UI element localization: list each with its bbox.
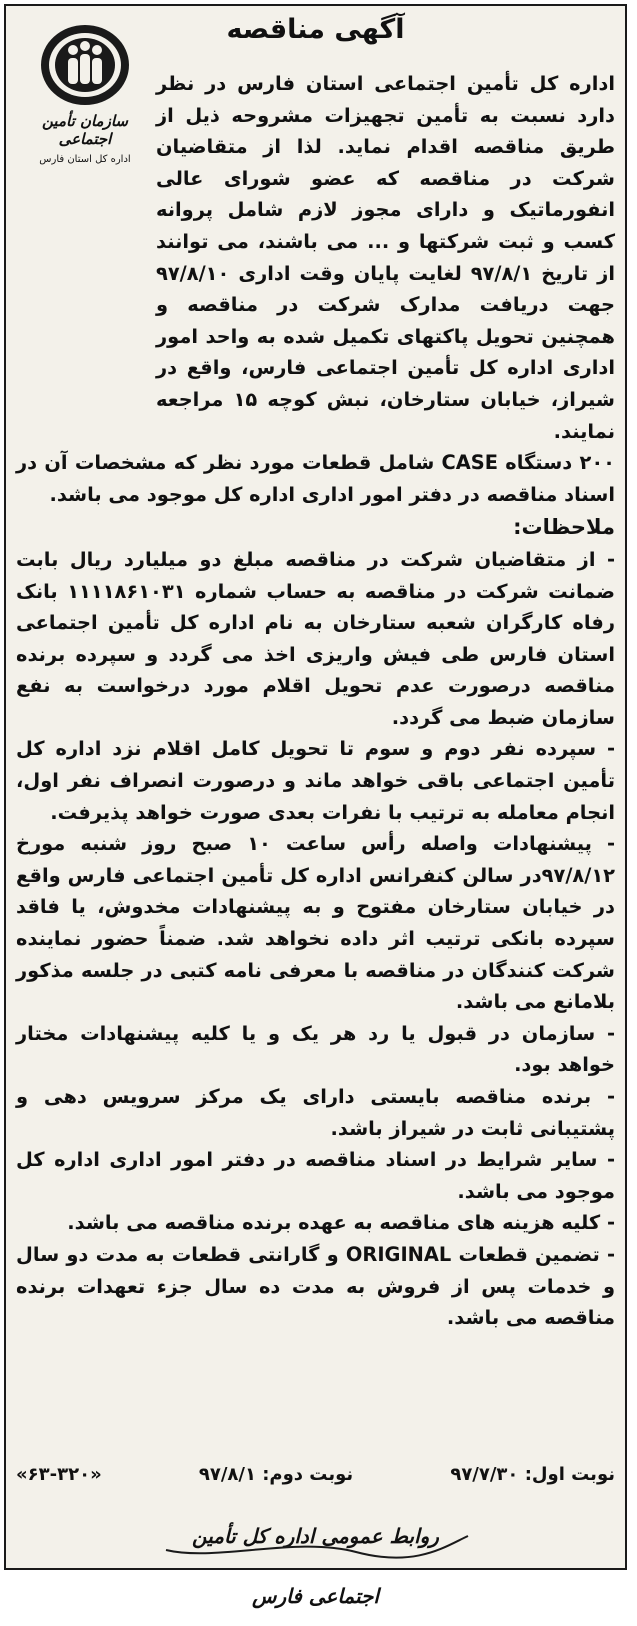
signature-text: روابط عمومی اداره کل تأمین اجتماعی فارس (192, 1524, 439, 1608)
note-item: - از متقاضیان شرکت در مناقصه مبلغ دو میلیارد ریال بابت ضمانت شرکت در مناقصه به حساب شماره ۱۱۱۱۸۶۱۰۳۱ بانک رفاه کارگران شعبه ستارخان به نام اداره کل تأمین اجتماعی استان فارس طی فیش واریزی اخذ می گردد و سپرده برنده مناقصه درصورت عدم تحویل اقلام مورد درخواست به نفع سازمان ضبط می گردد. (16, 547, 615, 729)
item-paragraph: ۲۰۰ دستگاه CASE شامل قطعات مورد نظر که مشخصات آن در اسناد مناقصه در دفتر امور اداری اداره کل موجود می باشد. (16, 451, 615, 506)
notice-body (16, 68, 615, 1334)
note-item: - برنده مناقصه بایستی دارای یک مرکز سرویس دهی و پشتیبانی ثابت در شیراز باشد. (16, 1085, 615, 1140)
note-item: - پیشنهادات واصله رأس ساعت ۱۰ صبح روز شنبه مورخ ۹۷/۸/۱۲در سالن کنفرانس اداره کل تأمین اجتماعی فارس واقع در خیابان ستارخان مفتوح و به پیشنهادات مخدوش، یا فاقد سپرده بانکی ترتیب اثر داده نخواهد شد. ضمناً حضور نماینده شرکت کنندگان در مناقصه با معرفی نامه کتبی در جلسه مذکور بلامانع می باشد. (16, 832, 616, 1014)
note-item: - سازمان در قبول یا رد هر یک و یا کلیه پیشنهادات مختار خواهد بود. (16, 1021, 615, 1077)
note-item: - سایر شرایط در اسناد مناقصه در دفتر امور اداری اداره کل موجود می باشد. (16, 1148, 615, 1203)
publication-footer (16, 1464, 615, 1485)
intro-paragraph: اداره کل تأمین اجتماعی استان فارس در نظر دارد نسبت به تأمین تجهیزات مشروحه ذیل از طریق مناقصه اقدام نماید. لذا از متقاضیان شرکت در مناقصه که عضو شورای عالی انفورماتیک و دارای مجوز لازم شامل پروانه کسب و ثبت شرکتها و ... می باشند، می توانند از تاریخ ۹۷/۸/۱ لغایت پایان وقت اداری ۹۷/۸/۱۰ جهت دریافت مدارک شرکت در مناقصه و همچنین تحویل پاکتهای تکمیل شده به واحد امور اداری اداره کل تأمین اجتماعی فارس، واقع در شیراز، خیابان ستارخان، نبش کوچه ۱۵ مراجعه نمایند. (156, 72, 615, 443)
notice-title: آگهی مناقصه (226, 14, 405, 45)
note-item: - سپرده نفر دوم و سوم تا تحویل کامل اقلام نزد اداره کل تأمین اجتماعی باقی خواهد ماند و درصورت انصراف نفر اول، انجام معامله به ترتیب با نفرات بعدی صورت خواهد پذیرفت. (16, 737, 615, 824)
notice-code: «۶۳-۳۲۰» (16, 1464, 102, 1485)
second-publication-date: نوبت دوم: ۹۷/۸/۱ (198, 1464, 354, 1485)
tender-notice (4, 4, 627, 1608)
signature-underline-icon (156, 1506, 477, 1566)
note-item: - کلیه هزینه های مناقصه به عهده برنده مناقصه می باشد. (67, 1211, 615, 1235)
logo-subtitle: اداره کل استان فارس (39, 154, 131, 165)
logo-org-name: سازمان تأمین اجتماعی (42, 112, 128, 148)
notes-heading: ملاحظات: (513, 515, 615, 540)
note-item: - تضمین قطعات ORIGINAL و گارانتی قطعات به مدت دو سال و خدمات پس از فروش به مدت ده سال جزء تعهدات برنده مناقصه می باشد. (16, 1242, 615, 1330)
intro-wrapper (16, 68, 615, 447)
signature (156, 1506, 475, 1608)
first-publication-date: نوبت اول: ۹۷/۷/۳۰ (450, 1464, 615, 1485)
